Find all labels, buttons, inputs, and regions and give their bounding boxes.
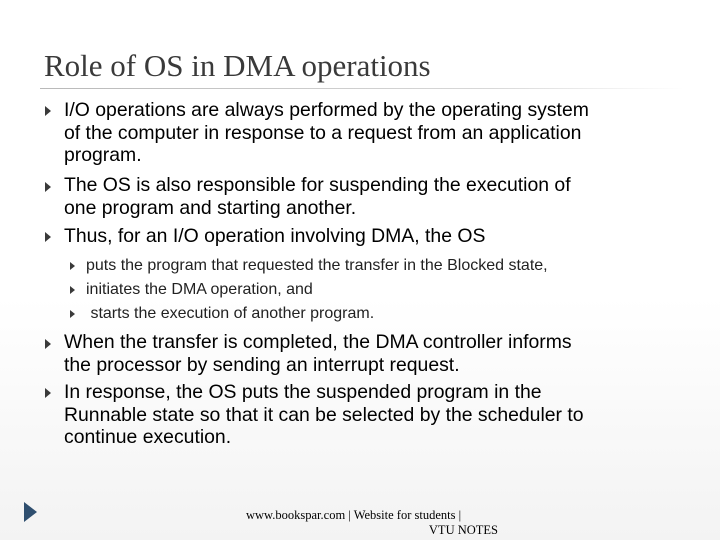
slide-footer xyxy=(246,508,516,538)
bullet-text-4: When the transfer is completed, the DMA controller informs the processor by sending an interrupt request. xyxy=(64,331,572,376)
footer-line-2: VTU NOTES xyxy=(428,523,498,537)
bullet-arrow-icon xyxy=(45,182,51,192)
bullet-text-2: The OS is also responsible for suspending the execution of one program and starting another. xyxy=(64,174,571,219)
footer-line-1: www.bookspar.com | Website for students | xyxy=(246,508,462,522)
sub-bullet-arrow-icon xyxy=(70,310,75,318)
sub-bullet-text-2: initiates the DMA operation, and xyxy=(86,281,313,298)
bullet-text-3: Thus, for an I/O operation involving DMA, the OS xyxy=(64,225,486,247)
navigation-arrow-icon xyxy=(24,502,37,522)
bullet-arrow-icon xyxy=(45,106,51,116)
sub-bullet-arrow-icon xyxy=(70,286,75,294)
bullet-arrow-icon xyxy=(45,388,51,398)
bullet-text-1: I/O operations are always performed by the operating system of the computer in response to a request from an application program. xyxy=(64,99,589,166)
bullet-text-5: In response, the OS puts the suspended program in the Runnable state so that it can be selected by the scheduler to continue execution. xyxy=(64,381,584,448)
sub-bullet-text-1: puts the program that requested the transfer in the Blocked state, xyxy=(86,257,548,274)
bullet-arrow-icon xyxy=(45,339,51,349)
slide-title: Role of OS in DMA operations xyxy=(44,48,431,83)
sub-bullet-text-3: starts the execution of another program. xyxy=(86,305,375,322)
sub-bullet-arrow-icon xyxy=(70,262,75,270)
title-divider xyxy=(40,88,685,89)
bullet-arrow-icon xyxy=(45,232,51,242)
